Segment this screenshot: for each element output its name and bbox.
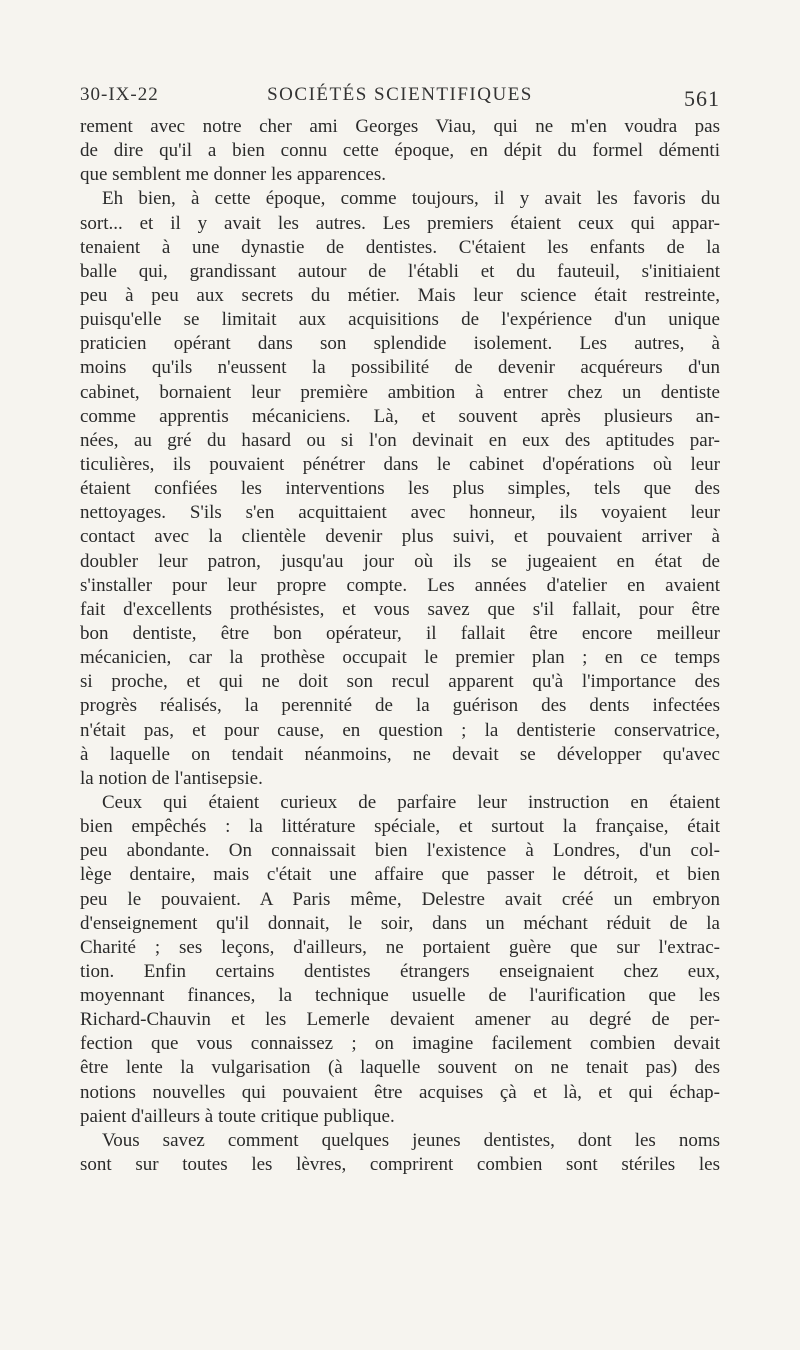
- header-title: SOCIÉTÉS SCIENTIFIQUES: [267, 84, 533, 105]
- text-line: peu abondante. On connaissait bien l'existence à Londres, d'un col-: [80, 840, 720, 862]
- text-line: nettoyages. S'ils s'en acquittaient avec honneur, ils voyaient leur: [80, 502, 720, 524]
- text-line: de dire qu'il a bien connu cette époque, en dépit du formel démenti: [80, 140, 720, 162]
- text-line: Vous savez comment quelques jeunes dentistes, dont les noms: [102, 1129, 720, 1151]
- text-line: être lente la vulgarisation (à laquelle souvent on ne tenait pas) des: [80, 1057, 720, 1079]
- text-line: bon dentiste, être bon opérateur, il fallait être encore meilleur: [80, 622, 720, 644]
- text-line: progrès réalisés, la perennité de la guérison des dents infectées: [80, 695, 720, 717]
- running-head: [80, 80, 720, 110]
- text-line: lège dentaire, mais c'était une affaire que passer le détroit, et bien: [80, 864, 720, 886]
- text-line: étaient confiées les interventions les plus simples, tels que des: [80, 478, 720, 500]
- text-line: d'enseignement qu'il donnait, le soir, dans un méchant réduit de la: [80, 912, 720, 934]
- text-line: nées, au gré du hasard ou si l'on devinait en eux des aptitudes par-: [80, 429, 720, 451]
- text-line: moyennant finances, la technique usuelle de l'aurification que les: [80, 985, 720, 1007]
- text-line: fait d'excellents prothésistes, et vous savez que s'il fallait, pour être: [80, 598, 720, 620]
- text-line: Ceux qui étaient curieux de parfaire leur instruction en étaient: [102, 791, 720, 813]
- text-line: notions nouvelles qui pouvaient être acquises çà et là, et qui échap-: [80, 1081, 720, 1103]
- text-line: doubler leur patron, jusqu'au jour où ils se jugeaient en état de: [80, 550, 720, 572]
- text-line: que semblent me donner les apparences.: [80, 164, 386, 186]
- text-line: Richard-Chauvin et les Lemerle devaient amener au degré de per-: [80, 1009, 720, 1031]
- text-line: n'était pas, et pour cause, en question ; la dentisterie conservatrice,: [80, 719, 720, 741]
- text-line: sont sur toutes les lèvres, comprirent combien sont stériles les: [80, 1154, 720, 1176]
- text-line: mécanicien, car la prothèse occupait le premier plan ; en ce temps: [80, 647, 720, 669]
- text-line: fection que vous connaissez ; on imagine facilement combien devait: [80, 1033, 720, 1055]
- text-line: la notion de l'antisepsie.: [80, 767, 263, 789]
- text-line: à laquelle on tendait néanmoins, ne devait se développer qu'avec: [80, 743, 720, 765]
- text-line: puisqu'elle se limitait aux acquisitions de l'expérience d'un unique: [80, 309, 720, 331]
- body-text: [80, 115, 720, 1177]
- text-line: comme apprentis mécaniciens. Là, et souvent après plusieurs an-: [80, 405, 720, 427]
- header-date: 30-IX-22: [80, 84, 159, 105]
- text-line: contact avec la clientèle devenir plus suivi, et pouvaient arriver à: [80, 526, 720, 548]
- text-line: sort... et il y avait les autres. Les premiers étaient ceux qui appar-: [80, 212, 720, 234]
- text-line: balle qui, grandissant autour de l'établi et du fauteuil, s'initiaient: [80, 260, 720, 282]
- text-line: tion. Enfin certains dentistes étrangers enseignaient chez eux,: [80, 960, 720, 982]
- text-line: s'installer pour leur propre compte. Les années d'atelier en avaient: [80, 574, 720, 596]
- text-line: rement avec notre cher ami Georges Viau, qui ne m'en voudra pas: [80, 116, 720, 137]
- text-line: si proche, et qui ne doit son recul apparent qu'à l'importance des: [80, 671, 720, 693]
- text-line: Eh bien, à cette époque, comme toujours, il y avait les favoris du: [102, 188, 720, 210]
- text-line: praticien opérant dans son splendide isolement. Les autres, à: [80, 333, 720, 355]
- page-number: 561: [684, 86, 720, 111]
- text-line: Charité ; ses leçons, d'ailleurs, ne portaient guère que sur l'extrac-: [80, 936, 720, 958]
- text-line: cabinet, bornaient leur première ambition à entrer chez un dentiste: [80, 381, 720, 403]
- text-line: paient d'ailleurs à toute critique publique.: [80, 1105, 395, 1127]
- text-line: tenaient à une dynastie de dentistes. C'étaient les enfants de la: [80, 236, 720, 258]
- text-line: peu à peu aux secrets du métier. Mais leur science était restreinte,: [80, 284, 720, 306]
- text-line: bien empêchés : la littérature spéciale, et surtout la française, était: [80, 816, 720, 838]
- text-line: peu le pouvaient. A Paris même, Delestre avait créé un embryon: [80, 888, 720, 910]
- text-line: moins qu'ils n'eussent la possibilité de devenir acquéreurs d'un: [80, 357, 720, 379]
- text-line: ticulières, ils pouvaient pénétrer dans le cabinet d'opérations où leur: [80, 453, 720, 475]
